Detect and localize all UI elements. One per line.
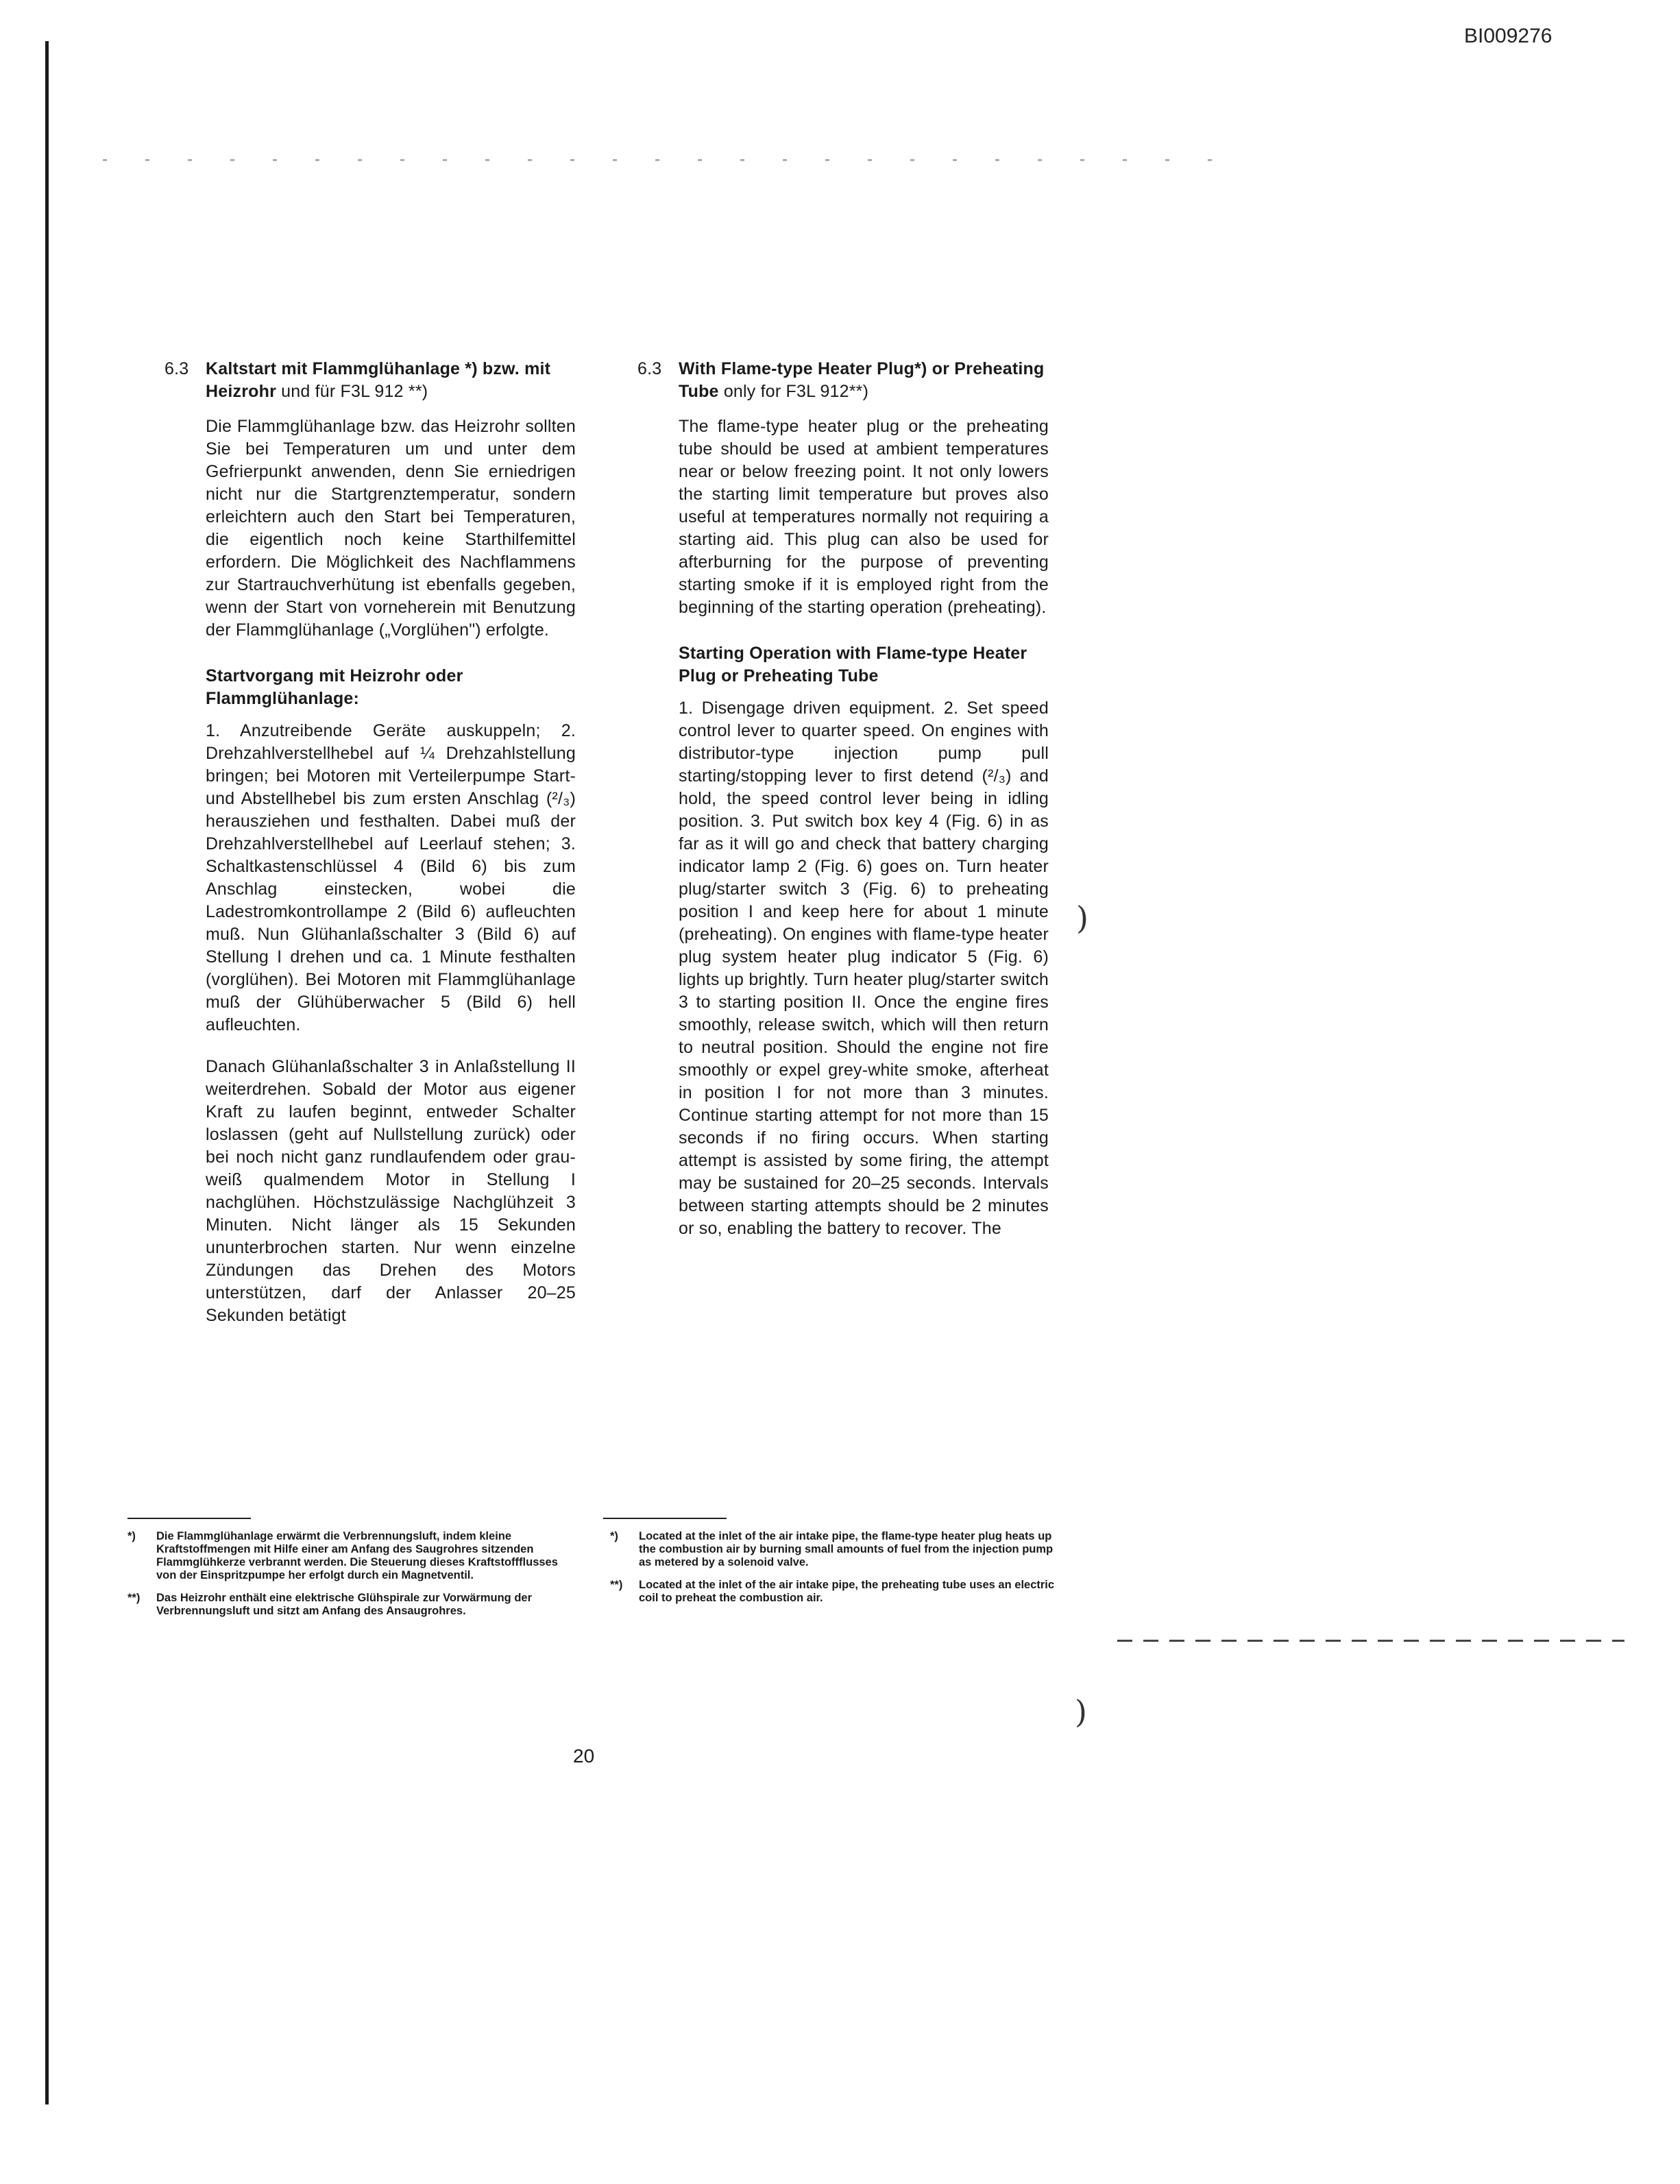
scan-artifact-dashes	[103, 159, 1234, 161]
german-section-heading	[165, 358, 576, 403]
english-section-number: 6.3	[637, 359, 662, 378]
footnote-mark: *)	[127, 1530, 136, 1542]
footnote-text: Located at the inlet of the air intake pipe, the flame-type heater plug heats up the combustion air by burning small amounts of fuel from the injection pump as metered by a solenoid valve.	[639, 1530, 1054, 1568]
german-intro-paragraph: Die Flammglühanlage bzw. das Heizrohr sollten Sie bei Temperaturen um und unter dem Gefrierpunkt anwenden, denn Sie erniedrigen nicht nur die Startgrenztemperatur, sondern erleichtern auch den Start bei Temperaturen, die eigentlich noch keine Starthilfemittel erfordern. Die Möglichkeit des Nachflammens zur Startrauchverhütung ist ebenfalls gegeben, wenn der Start von vorneherein mit Benutzung der Flammglühanlage („Vorglühen") erfolgte.	[206, 417, 576, 640]
english-subheading: Starting Operation with Flame-type Heater Plug or Preheating Tube	[679, 644, 1027, 685]
binder-edge-line	[45, 41, 49, 2104]
german-continuation-paragraph: Danach Glühanlaßschalter 3 in Anlaßstellung II weiterdrehen. Sobald der Motor aus eigener Kraft zu laufen beginnt, entweder Schalter loslassen (geht auf Nullstellung zurück) oder bei noch nicht ganz rundlaufendem oder grau-weiß qualmendem Motor in Stellung I nachglühen. Höchstzulässige Nachglühzeit 3 Minuten. Nicht länger als 15 Sekunden ununterbrochen starten. Nur wenn einzelne Zündungen das Drehen des Motors unterstützen, darf der Anlasser 20–25 Sekunden betätigt	[206, 1057, 576, 1325]
german-subheading: Startvorgang mit Heizrohr oder Flammglühanlage:	[206, 666, 463, 708]
footnote-mark: *)	[610, 1530, 618, 1542]
english-footnotes	[610, 1530, 1062, 1614]
english-footnote-2	[610, 1579, 1062, 1605]
footnote-text: Die Flammglühanlage erwärmt die Verbrennungsluft, indem kleine Kraftstoffmengen mit Hilfe einer am Anfang des Saugrohres sitzenden Flammglühkerze verbrannt werden. Die Steuerung dieses Kraftstoffflusses von der Einspritzpumpe her erfolgt durch ein Magnetventil.	[156, 1530, 558, 1581]
footnote-mark: **)	[127, 1592, 141, 1604]
english-steps-paragraph: 1. Disengage driven equipment. 2. Set speed control lever to quarter speed. On engines with distributor-type injection pump pull starting/stopping lever to first detend (²/₃) and hold, the speed control lever being in idling position. 3. Put switch box key 4 (Fig. 6) in as far as it will go and check that battery charging indicator lamp 2 (Fig. 6) goes on. Turn heater plug/starter switch 3 (Fig. 6) to preheating position I and keep here for about 1 minute (preheating). On engines with flame-type heater plug system heater plug indicator 5 (Fig. 6) lights up brightly. Turn heater plug/starter switch 3 to starting position II. Once the engine fires smoothly, release switch, which will then return to neutral position. Should the engine not fire smoothly or expel grey-white smoke, afterheat in position I for not more than 3 minutes. Continue starting attempt for not more than 15 seconds if no firing occurs. When starting attempt is assisted by some firing, the attempt may be sustained for 20–25 seconds. Intervals between starting attempts should be 2 minutes or so, enabling the battery to recover. The	[679, 699, 1049, 1238]
german-footnote-2	[127, 1592, 580, 1618]
english-footnote-rule	[603, 1518, 727, 1519]
footnote-text: Located at the inlet of the air intake pipe, the preheating tube uses an electric coil to preheat the combustion air.	[639, 1579, 1055, 1604]
english-heading-normal: only for F3L 912**)	[718, 382, 869, 401]
english-section-heading	[637, 358, 1049, 403]
document-id: BI009276	[1464, 25, 1553, 47]
german-footnote-rule	[127, 1518, 251, 1519]
page-number: 20	[573, 1745, 595, 1767]
german-heading-bold: Kaltstart mit Flammglühanlage *) bzw. mit Heizrohr	[206, 359, 551, 401]
german-heading-normal: und für F3L 912 **)	[276, 382, 428, 401]
scan-artifact-mark: )	[1075, 1693, 1087, 1730]
footnote-mark: **)	[610, 1579, 623, 1591]
scan-artifact-dashes-right	[1117, 1640, 1624, 1642]
english-footnote-1	[610, 1530, 1062, 1569]
german-footnotes	[127, 1530, 580, 1627]
english-heading-bold: With Flame-type Heater Plug*) or Preheating Tube	[679, 359, 1045, 401]
german-footnote-1	[127, 1530, 580, 1582]
english-intro-paragraph: The flame-type heater plug or the preheating tube should be used at ambient temperatures near or below freezing point. It not only lowers the starting limit temperature but proves also useful at temperatures normally not requiring a starting aid. This plug can also be used for afterburning for the purpose of preventing starting smoke if it is employed right from the beginning of the starting operation (preheating).	[679, 417, 1049, 617]
german-section-number: 6.3	[165, 359, 189, 378]
german-steps-paragraph: 1. Anzutreibende Geräte auskuppeln; 2. Drehzahlverstellhebel auf ¼ Drehzahlstellung bringen; bei Motoren mit Verteilerpumpe Start- und Abstellhebel bis zum ersten Anschlag (²/₃) herausziehen und festhalten. Dabei muß der Drehzahlverstellhebel auf Leerlauf stehen; 3. Schaltkastenschlüssel 4 (Bild 6) bis zum Anschlag einstecken, wobei die Ladestromkontrollampe 2 (Bild 6) aufleuchten muß. Nun Glühanlaßschalter 3 (Bild 6) auf Stellung I drehen und ca. 1 Minute festhalten (vorglühen). Bei Motoren mit Flammglühanlage muß der Glühüberwacher 5 (Bild 6) hell aufleuchten.	[206, 721, 576, 1034]
footnote-text: Das Heizrohr enthält eine elektrische Glühspirale zur Vorwärmung der Verbrennungsluft und sitzt am Anfang des Ansaugrohres.	[156, 1592, 533, 1617]
german-column	[165, 358, 576, 1327]
english-column	[637, 358, 1049, 1240]
scan-artifact-mark: )	[1076, 899, 1088, 936]
